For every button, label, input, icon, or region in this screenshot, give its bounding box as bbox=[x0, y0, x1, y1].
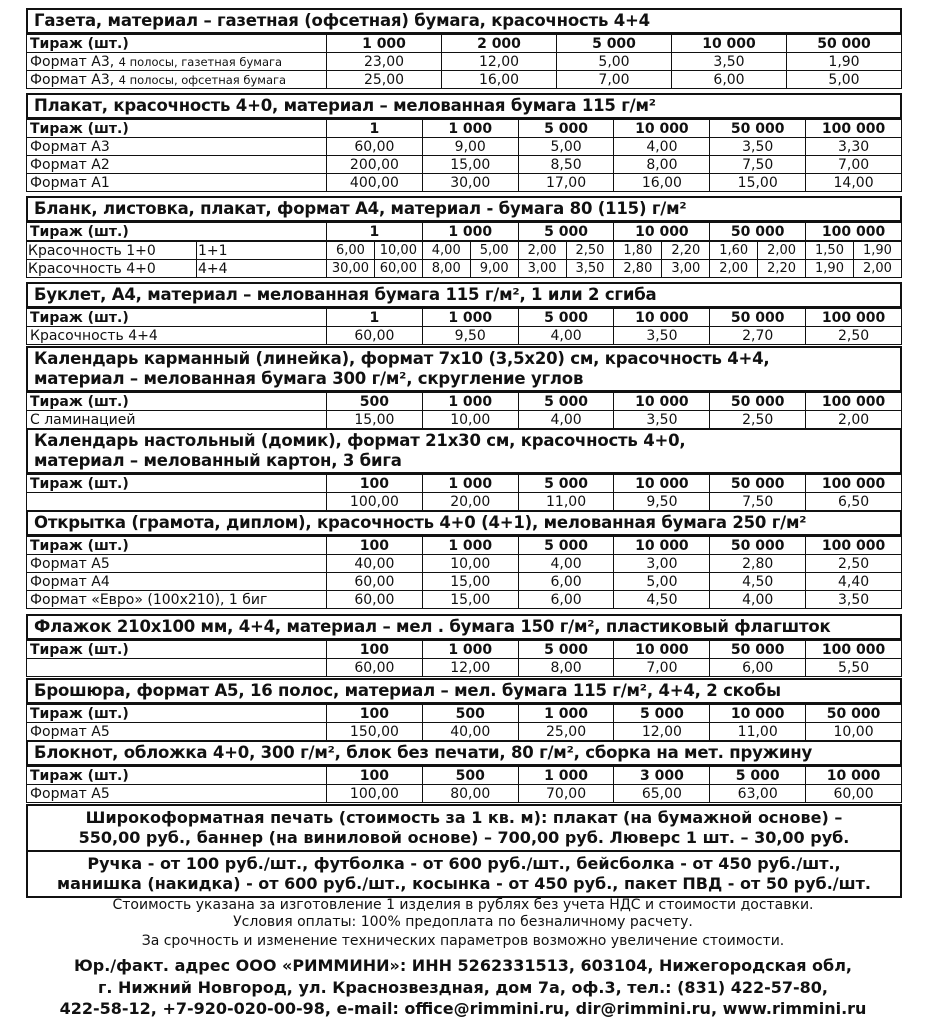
price-table bbox=[26, 308, 902, 345]
price-cell: 100,00 bbox=[327, 493, 423, 511]
price-cell: 60,00 bbox=[374, 260, 422, 278]
header-cell: 5 000 bbox=[518, 120, 614, 138]
header-cell: 10 000 bbox=[614, 641, 710, 659]
price-cell: 80,00 bbox=[422, 785, 518, 803]
price-cell: 12,00 bbox=[442, 53, 557, 71]
price-cell: 4,00 bbox=[710, 591, 806, 609]
section-title: Флажок 210х100 мм, 4+4, материал – мел . бумага 150 г/м², пластиковый флагшток bbox=[26, 614, 902, 640]
table-row bbox=[27, 53, 902, 71]
table-header-row bbox=[27, 641, 902, 659]
price-cell: 4,00 bbox=[518, 555, 614, 573]
row-label: Красочность 4+0 bbox=[27, 260, 197, 278]
price-cell: 14,00 bbox=[806, 174, 902, 192]
row-label bbox=[27, 659, 327, 677]
section-title bbox=[26, 346, 902, 392]
price-cell: 10,00 bbox=[422, 555, 518, 573]
header-cell: 100 000 bbox=[806, 537, 902, 555]
section-title: Бланк, листовка, плакат, формат А4, материал - бумага 80 (115) г/м² bbox=[26, 196, 902, 222]
header-cell: Тираж (шт.) bbox=[27, 475, 327, 493]
address-line: г. Нижний Новгород, ул. Краснозвездная, дом 7а, оф.3, тел.: (831) 422-57-80, bbox=[97, 978, 828, 997]
price-cell: 7,00 bbox=[614, 659, 710, 677]
table-header-row bbox=[27, 393, 902, 411]
price-cell: 60,00 bbox=[327, 138, 423, 156]
header-cell: 1 000 bbox=[327, 35, 442, 53]
price-cell: 4,00 bbox=[518, 411, 614, 429]
price-cell: 2,00 bbox=[853, 260, 901, 278]
price-cell: 16,00 bbox=[442, 71, 557, 89]
price-cell: 2,20 bbox=[662, 242, 710, 260]
header-cell: 5 000 bbox=[518, 223, 614, 241]
header-cell: 1 000 bbox=[422, 641, 518, 659]
price-cell: 7,50 bbox=[710, 156, 806, 174]
table-row bbox=[27, 411, 902, 429]
header-cell: Тираж (шт.) bbox=[27, 35, 327, 53]
price-cell: 1,90 bbox=[853, 242, 901, 260]
table-header-row bbox=[27, 223, 902, 241]
price-cell: 4,40 bbox=[806, 573, 902, 591]
section-brochure bbox=[26, 678, 902, 741]
header-cell: 10 000 bbox=[614, 475, 710, 493]
price-cell: 5,00 bbox=[470, 242, 518, 260]
wide-format-note bbox=[26, 804, 902, 852]
wide-format-line: Широкоформатная печать (стоимость за 1 кв. м): плакат (на бумажной основе) – bbox=[85, 808, 843, 827]
header-cell: 1 bbox=[327, 309, 423, 327]
price-cell: 2,70 bbox=[710, 327, 806, 345]
header-cell: 5 000 bbox=[518, 641, 614, 659]
price-cell: 4,00 bbox=[614, 138, 710, 156]
header-cell: 10 000 bbox=[614, 537, 710, 555]
header-cell: 10 000 bbox=[710, 705, 806, 723]
section-pocket-calendar bbox=[26, 346, 902, 429]
section-title-line: Календарь настольный (домик), формат 21х30 см, красочность 4+0, bbox=[34, 431, 686, 450]
price-cell: 2,00 bbox=[518, 242, 566, 260]
table-row bbox=[27, 71, 902, 89]
price-cell: 6,00 bbox=[672, 71, 787, 89]
price-cell: 4,50 bbox=[614, 591, 710, 609]
table-header-row bbox=[27, 475, 902, 493]
price-cell: 17,00 bbox=[518, 174, 614, 192]
table-row bbox=[27, 493, 902, 511]
price-cell: 30,00 bbox=[422, 174, 518, 192]
table-row bbox=[27, 785, 902, 803]
price-cell: 6,00 bbox=[518, 591, 614, 609]
header-cell: Тираж (шт.) bbox=[27, 120, 327, 138]
header-cell: 100 bbox=[327, 475, 423, 493]
header-cell: 500 bbox=[422, 767, 518, 785]
header-cell: 5 000 bbox=[518, 475, 614, 493]
price-cell: 2,20 bbox=[758, 260, 806, 278]
header-cell: 1 000 bbox=[422, 393, 518, 411]
table-header-row bbox=[27, 35, 902, 53]
price-cell: 5,00 bbox=[614, 573, 710, 591]
section-booklet bbox=[26, 282, 902, 345]
header-cell: Тираж (шт.) bbox=[27, 309, 327, 327]
header-cell: 100 bbox=[327, 767, 423, 785]
price-table bbox=[26, 474, 902, 511]
price-cell: 60,00 bbox=[327, 659, 423, 677]
section-title bbox=[26, 428, 902, 474]
header-cell: 1 000 bbox=[422, 537, 518, 555]
header-cell: 100 000 bbox=[806, 309, 902, 327]
price-cell: 3,00 bbox=[614, 555, 710, 573]
price-cell: 2,00 bbox=[758, 242, 806, 260]
price-cell: 40,00 bbox=[422, 723, 518, 741]
price-cell: 9,00 bbox=[422, 138, 518, 156]
price-cell: 1,60 bbox=[710, 242, 758, 260]
table-header-row bbox=[27, 309, 902, 327]
header-cell: 100 000 bbox=[806, 120, 902, 138]
header-cell: 1 000 bbox=[422, 475, 518, 493]
table-header-row bbox=[27, 767, 902, 785]
header-cell: 100 bbox=[327, 641, 423, 659]
price-cell: 4,00 bbox=[518, 327, 614, 345]
table-row bbox=[27, 174, 902, 192]
table-row bbox=[27, 573, 902, 591]
section-title: Блокнот, обложка 4+0, 300 г/м², блок без печати, 80 г/м², сборка на мет. пружину bbox=[26, 740, 902, 766]
row-label: Красочность 4+4 bbox=[27, 327, 327, 345]
row-label: Формат А4 bbox=[27, 573, 327, 591]
header-cell: 100 000 bbox=[806, 393, 902, 411]
header-cell: 1 000 bbox=[422, 120, 518, 138]
section-title-line: материал – мелованная бумага 300 г/м², скругление углов bbox=[34, 369, 584, 388]
row-label: Формат А3, 4 полосы, газетная бумага bbox=[27, 53, 327, 71]
price-table bbox=[26, 392, 902, 429]
price-cell: 11,00 bbox=[518, 493, 614, 511]
price-cell: 2,80 bbox=[614, 260, 662, 278]
price-cell: 1,90 bbox=[806, 260, 854, 278]
section-title-line: материал – мелованный картон, 3 бига bbox=[34, 451, 402, 470]
section-title: Плакат, красочность 4+0, материал – мелованная бумага 115 г/м² bbox=[26, 93, 902, 119]
price-cell: 6,00 bbox=[518, 573, 614, 591]
section-leaflet bbox=[26, 196, 902, 278]
row-label: Формат А2 bbox=[27, 156, 327, 174]
address-line: 422-58-12, +7-920-020-00-98, e-mail: office@rimmini.ru, dir@rimmini.ru, www.rimmini.ru bbox=[59, 999, 867, 1018]
price-cell: 4,50 bbox=[710, 573, 806, 591]
price-cell: 60,00 bbox=[327, 591, 423, 609]
price-cell: 9,00 bbox=[470, 260, 518, 278]
table-row bbox=[27, 591, 902, 609]
header-cell: 5 000 bbox=[518, 537, 614, 555]
row-label: Формат А1 bbox=[27, 174, 327, 192]
price-cell: 7,00 bbox=[557, 71, 672, 89]
header-cell: 50 000 bbox=[710, 223, 806, 241]
header-cell: 3 000 bbox=[614, 767, 710, 785]
price-cell: 4,00 bbox=[422, 242, 470, 260]
header-cell: 10 000 bbox=[614, 393, 710, 411]
table-row bbox=[27, 242, 902, 260]
price-cell: 40,00 bbox=[327, 555, 423, 573]
price-cell: 6,00 bbox=[710, 659, 806, 677]
price-cell: 15,00 bbox=[710, 174, 806, 192]
price-table bbox=[26, 34, 902, 89]
note-line: Стоимость указана за изготовление 1 изделия в рублях без учета НДС и стоимости доставки. bbox=[112, 897, 814, 913]
price-cell: 3,50 bbox=[566, 260, 614, 278]
price-cell: 9,50 bbox=[614, 493, 710, 511]
price-cell: 3,50 bbox=[614, 411, 710, 429]
price-cell: 5,00 bbox=[518, 138, 614, 156]
price-cell: 12,00 bbox=[422, 659, 518, 677]
price-cell: 3,00 bbox=[518, 260, 566, 278]
header-cell: 1 bbox=[327, 223, 423, 241]
price-cell: 70,00 bbox=[518, 785, 614, 803]
header-cell: Тираж (шт.) bbox=[27, 767, 327, 785]
price-cell: 12,00 bbox=[614, 723, 710, 741]
section-title: Газета, материал – газетная (офсетная) бумага, красочность 4+4 bbox=[26, 8, 902, 34]
price-cell: 15,00 bbox=[327, 411, 423, 429]
price-cell: 400,00 bbox=[327, 174, 423, 192]
price-table bbox=[26, 766, 902, 803]
price-cell: 25,00 bbox=[327, 71, 442, 89]
section-postcard bbox=[26, 510, 902, 609]
header-cell: Тираж (шт.) bbox=[27, 641, 327, 659]
merch-note bbox=[26, 850, 902, 898]
table-row bbox=[27, 659, 902, 677]
header-cell: 10 000 bbox=[614, 223, 710, 241]
header-cell: 100 000 bbox=[806, 641, 902, 659]
header-cell: Тираж (шт.) bbox=[27, 537, 327, 555]
price-cell: 2,50 bbox=[710, 411, 806, 429]
header-cell: 5 000 bbox=[614, 705, 710, 723]
price-cell: 8,50 bbox=[518, 156, 614, 174]
price-table bbox=[26, 222, 902, 241]
row-label: Формат «Евро» (100х210), 1 биг bbox=[27, 591, 327, 609]
price-cell: 60,00 bbox=[327, 327, 423, 345]
header-cell: 10 000 bbox=[614, 309, 710, 327]
price-cell: 5,00 bbox=[557, 53, 672, 71]
price-cell: 15,00 bbox=[422, 156, 518, 174]
row-label bbox=[27, 493, 327, 511]
table-row bbox=[27, 260, 902, 278]
price-cell: 8,00 bbox=[614, 156, 710, 174]
row-label: Формат А5 bbox=[27, 555, 327, 573]
table-header-row bbox=[27, 537, 902, 555]
header-cell: 50 000 bbox=[710, 309, 806, 327]
price-table bbox=[26, 640, 902, 677]
header-cell: Тираж (шт.) bbox=[27, 393, 327, 411]
note-line: Условия оплаты: 100% предоплата по безналичному расчету. bbox=[233, 914, 693, 930]
price-cell: 16,00 bbox=[614, 174, 710, 192]
table-row bbox=[27, 555, 902, 573]
price-cell: 9,50 bbox=[422, 327, 518, 345]
price-cell: 2,50 bbox=[566, 242, 614, 260]
header-cell: 100 000 bbox=[806, 223, 902, 241]
price-cell: 11,00 bbox=[710, 723, 806, 741]
header-cell: Тираж (шт.) bbox=[27, 705, 327, 723]
header-cell: Тираж (шт.) bbox=[27, 223, 327, 241]
price-cell: 3,50 bbox=[806, 591, 902, 609]
price-cell: 2,00 bbox=[710, 260, 758, 278]
table-header-row bbox=[27, 705, 902, 723]
merch-line: манишка (накидка) - от 600 руб./шт., косынка - от 450 руб., пакет ПВД - от 50 руб./шт. bbox=[57, 874, 871, 893]
price-cell: 65,00 bbox=[614, 785, 710, 803]
header-cell: 100 bbox=[327, 705, 423, 723]
price-cell: 60,00 bbox=[327, 573, 423, 591]
header-cell: 5 000 bbox=[557, 35, 672, 53]
price-table bbox=[26, 119, 902, 192]
row-label-alt: 1+1 bbox=[197, 242, 327, 260]
header-cell: 500 bbox=[422, 705, 518, 723]
section-title: Буклет, А4, материал – мелованная бумага 115 г/м², 1 или 2 сгиба bbox=[26, 282, 902, 308]
price-cell: 1,50 bbox=[806, 242, 854, 260]
price-cell: 2,00 bbox=[806, 411, 902, 429]
header-cell: 10 000 bbox=[806, 767, 902, 785]
wide-format-line: 550,00 руб., баннер (на виниловой основе) – 700,00 руб. Люверс 1 шт. – 30,00 руб. bbox=[78, 828, 850, 847]
section-notebook bbox=[26, 740, 902, 803]
header-cell: 5 000 bbox=[518, 393, 614, 411]
table-row bbox=[27, 723, 902, 741]
header-cell: 50 000 bbox=[710, 641, 806, 659]
price-cell: 30,00 bbox=[327, 260, 375, 278]
section-flag bbox=[26, 614, 902, 677]
price-table bbox=[26, 704, 902, 741]
note-line: За срочность и изменение технических параметров возможно увеличение стоимости. bbox=[141, 933, 785, 949]
price-cell: 20,00 bbox=[422, 493, 518, 511]
price-cell: 2,80 bbox=[710, 555, 806, 573]
row-label: Формат А3 bbox=[27, 138, 327, 156]
header-cell: 500 bbox=[327, 393, 423, 411]
price-cell: 63,00 bbox=[710, 785, 806, 803]
price-cell: 150,00 bbox=[327, 723, 423, 741]
table-row bbox=[27, 327, 902, 345]
price-cell: 60,00 bbox=[806, 785, 902, 803]
address-line: Юр./факт. адрес ООО «РИММИНИ»: ИНН 5262331513, 603104, Нижегородская обл, bbox=[73, 956, 853, 975]
header-cell: 10 000 bbox=[614, 120, 710, 138]
table-row bbox=[27, 138, 902, 156]
price-cell: 1,90 bbox=[787, 53, 902, 71]
price-cell: 7,50 bbox=[710, 493, 806, 511]
price-cell: 3,50 bbox=[614, 327, 710, 345]
header-cell: 50 000 bbox=[710, 120, 806, 138]
header-cell: 100 000 bbox=[806, 475, 902, 493]
row-label: Формат А5 bbox=[27, 785, 327, 803]
price-cell: 5,50 bbox=[806, 659, 902, 677]
price-table bbox=[26, 536, 902, 609]
price-cell: 15,00 bbox=[422, 591, 518, 609]
header-cell: 2 000 bbox=[442, 35, 557, 53]
header-cell: 1 000 bbox=[518, 767, 614, 785]
price-cell: 100,00 bbox=[327, 785, 423, 803]
header-cell: 1 000 bbox=[422, 309, 518, 327]
header-cell: 50 000 bbox=[806, 705, 902, 723]
price-cell: 15,00 bbox=[422, 573, 518, 591]
row-label: С ламинацией bbox=[27, 411, 327, 429]
table-row bbox=[27, 156, 902, 174]
header-cell: 100 bbox=[327, 537, 423, 555]
header-cell: 50 000 bbox=[710, 393, 806, 411]
price-cell: 2,50 bbox=[806, 555, 902, 573]
price-cell: 10,00 bbox=[806, 723, 902, 741]
header-cell: 5 000 bbox=[518, 309, 614, 327]
header-cell: 1 000 bbox=[422, 223, 518, 241]
price-cell: 7,00 bbox=[806, 156, 902, 174]
price-cell: 1,80 bbox=[614, 242, 662, 260]
header-cell: 50 000 bbox=[787, 35, 902, 53]
section-title-line: Календарь карманный (линейка), формат 7х10 (3,5х20) см, красочность 4+4, bbox=[34, 349, 770, 368]
row-label: Красочность 1+0 bbox=[27, 242, 197, 260]
row-label: Формат А3, 4 полосы, офсетная бумага bbox=[27, 71, 327, 89]
table-header-row bbox=[27, 120, 902, 138]
price-cell: 3,00 bbox=[662, 260, 710, 278]
row-label-alt: 4+4 bbox=[197, 260, 327, 278]
price-cell: 6,00 bbox=[327, 242, 375, 260]
price-cell: 3,30 bbox=[806, 138, 902, 156]
header-cell: 1 000 bbox=[518, 705, 614, 723]
price-cell: 10,00 bbox=[374, 242, 422, 260]
section-poster bbox=[26, 93, 902, 192]
header-cell: 1 bbox=[327, 120, 423, 138]
header-cell: 5 000 bbox=[710, 767, 806, 785]
price-cell: 3,50 bbox=[672, 53, 787, 71]
price-table-split bbox=[26, 241, 902, 278]
section-title: Брошюра, формат А5, 16 полос, материал – мел. бумага 115 г/м², 4+4, 2 скобы bbox=[26, 678, 902, 704]
row-label: Формат А5 bbox=[27, 723, 327, 741]
price-cell: 25,00 bbox=[518, 723, 614, 741]
section-desk-calendar bbox=[26, 428, 902, 511]
price-cell: 5,00 bbox=[787, 71, 902, 89]
price-cell: 8,00 bbox=[518, 659, 614, 677]
price-cell: 23,00 bbox=[327, 53, 442, 71]
section-newspaper bbox=[26, 8, 902, 89]
price-cell: 2,50 bbox=[806, 327, 902, 345]
header-cell: 50 000 bbox=[710, 475, 806, 493]
price-cell: 3,50 bbox=[710, 138, 806, 156]
header-cell: 50 000 bbox=[710, 537, 806, 555]
merch-line: Ручка - от 100 руб./шт., футболка - от 600 руб./шт., бейсболка - от 450 руб./шт., bbox=[87, 854, 841, 873]
section-title: Открытка (грамота, диплом), красочность 4+0 (4+1), мелованная бумага 250 г/м² bbox=[26, 510, 902, 536]
price-cell: 200,00 bbox=[327, 156, 423, 174]
price-cell: 6,50 bbox=[806, 493, 902, 511]
header-cell: 10 000 bbox=[672, 35, 787, 53]
price-cell: 8,00 bbox=[422, 260, 470, 278]
price-cell: 10,00 bbox=[422, 411, 518, 429]
